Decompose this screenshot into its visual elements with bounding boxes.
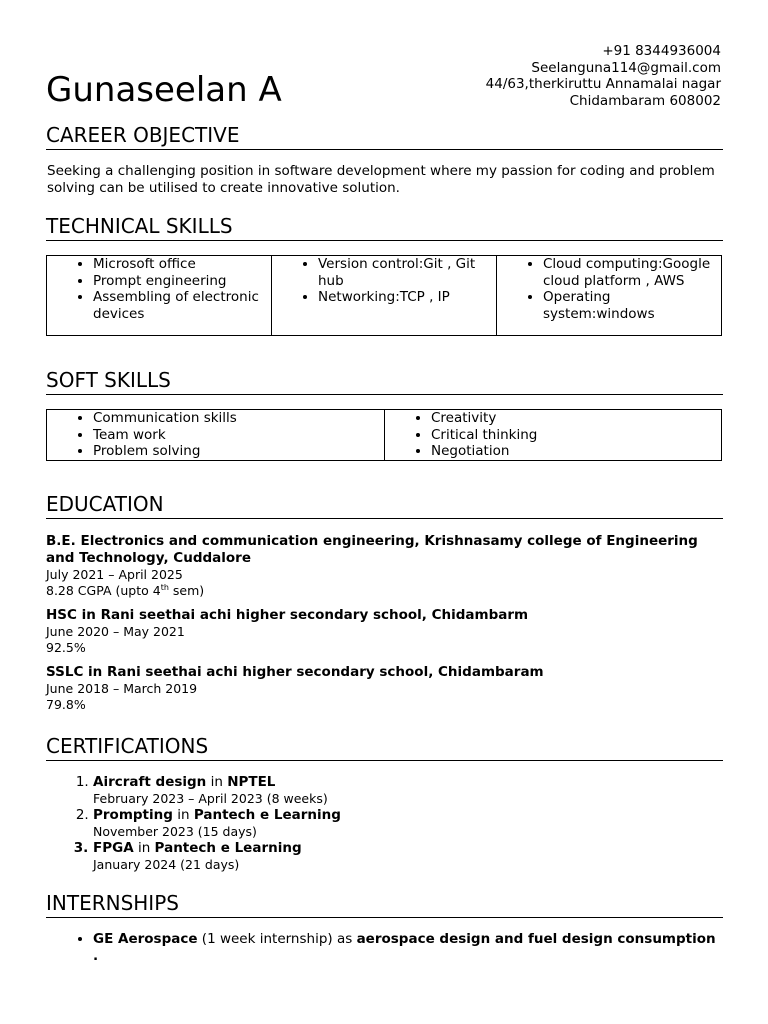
- education-score: 92.5%: [46, 640, 86, 655]
- career-objective-section: [46, 122, 723, 197]
- soft-skills-section: [46, 367, 723, 461]
- cert-provider: NPTEL: [227, 774, 276, 790]
- technical-skills-section: [46, 213, 723, 336]
- career-objective-heading: CAREER OBJECTIVE: [46, 122, 723, 150]
- cert-period: November 2023 (15 days): [93, 824, 257, 839]
- address-line-1: 44/63,therkiruttu Annamalai nagar: [485, 76, 721, 92]
- cert-provider: Pantech e Learning: [154, 840, 302, 856]
- list-item: • Problem solving: [93, 443, 384, 460]
- list-item: • Critical thinking: [431, 427, 721, 444]
- cert-provider: Pantech e Learning: [193, 807, 341, 823]
- cert-period: January 2024 (21 days): [93, 857, 240, 872]
- internships-section: [46, 890, 723, 965]
- education-title: HSC in Rani seethai achi higher secondary school, Chidambarm: [46, 607, 529, 623]
- list-item: • Team work: [93, 427, 384, 444]
- technical-skills-heading: TECHNICAL SKILLS: [46, 213, 723, 241]
- technical-skills-table: [46, 255, 722, 336]
- internship-role: aerospace design and fuel design consumption .: [93, 931, 716, 964]
- list-item: • Microsoft office: [93, 256, 271, 273]
- list-item: • GE Aerospace (1 week internship) as aerospace design and fuel design consumption .: [93, 931, 723, 965]
- education-item: [46, 607, 723, 656]
- address-line-2: Chidambaram 608002: [569, 92, 721, 109]
- education-section: [46, 491, 723, 721]
- education-title: SSLC in Rani seethai achi higher secondary school, Chidambaram: [46, 664, 544, 680]
- list-item: • Prompt engineering: [93, 273, 271, 290]
- certifications-section: [46, 733, 723, 873]
- soft-skills-col-2: [385, 410, 722, 461]
- cert-period: February 2023 – April 2023 (8 weeks): [93, 791, 328, 806]
- cert-course: FPGA: [93, 840, 134, 856]
- tech-skills-col-3: [497, 256, 722, 336]
- list-item: • Cloud computing:Google cloud platform , AWS: [543, 256, 721, 289]
- education-list: [46, 533, 723, 713]
- education-score: 8.28 CGPA (upto 4th sem): [46, 582, 205, 598]
- education-dates: June 2020 – May 2021: [46, 624, 185, 639]
- education-dates: July 2021 – April 2025: [46, 567, 183, 582]
- cert-course: Prompting: [93, 807, 173, 823]
- candidate-name: Gunaseelan A: [46, 70, 282, 110]
- contact-block: [486, 43, 721, 109]
- internships-heading: INTERNSHIPS: [46, 890, 723, 918]
- internships-list: [46, 931, 723, 965]
- tech-skills-col-2: [272, 256, 497, 336]
- career-objective-text: Seeking a challenging position in software development where my passion for coding and problem solving can be utilised to create innovative solution.: [47, 163, 715, 196]
- list-item: • Version control:Git , Git hub: [318, 256, 496, 289]
- certifications-list: [46, 774, 723, 873]
- certifications-heading: CERTIFICATIONS: [46, 733, 723, 761]
- education-dates: June 2018 – March 2019: [46, 681, 198, 696]
- education-heading: EDUCATION: [46, 491, 723, 519]
- soft-skills-table: [46, 409, 722, 461]
- list-item: • Networking:TCP , IP: [318, 289, 496, 306]
- list-item: 3. FPGA in Pantech e Learning January 2024 (21 days): [93, 840, 723, 873]
- list-item: 1. Aircraft design in NPTEL February 2023 – April 2023 (8 weeks): [93, 774, 723, 807]
- soft-skills-heading: SOFT SKILLS: [46, 367, 723, 395]
- education-item: [46, 664, 723, 713]
- list-item: • Operating system:windows: [543, 289, 721, 322]
- email: Seelanguna114@gmail.com: [531, 59, 721, 76]
- phone: +91 8344936004: [602, 43, 721, 59]
- education-title: B.E. Electronics and communication engineering, Krishnasamy college of Engineering and Technology, Cuddalore: [46, 533, 698, 566]
- internship-company: GE Aerospace: [93, 931, 198, 947]
- list-item: • Negotiation: [431, 443, 721, 460]
- list-item: 2. Prompting in Pantech e Learning November 2023 (15 days): [93, 807, 723, 840]
- list-item: • Creativity: [431, 410, 721, 427]
- education-score: 79.8%: [46, 697, 86, 712]
- list-item: • Communication skills: [93, 410, 384, 427]
- education-item: [46, 533, 723, 599]
- tech-skills-col-1: [47, 256, 272, 336]
- soft-skills-col-1: [47, 410, 385, 461]
- list-item: • Assembling of electronic devices: [93, 289, 271, 322]
- cert-course: Aircraft design: [93, 774, 207, 790]
